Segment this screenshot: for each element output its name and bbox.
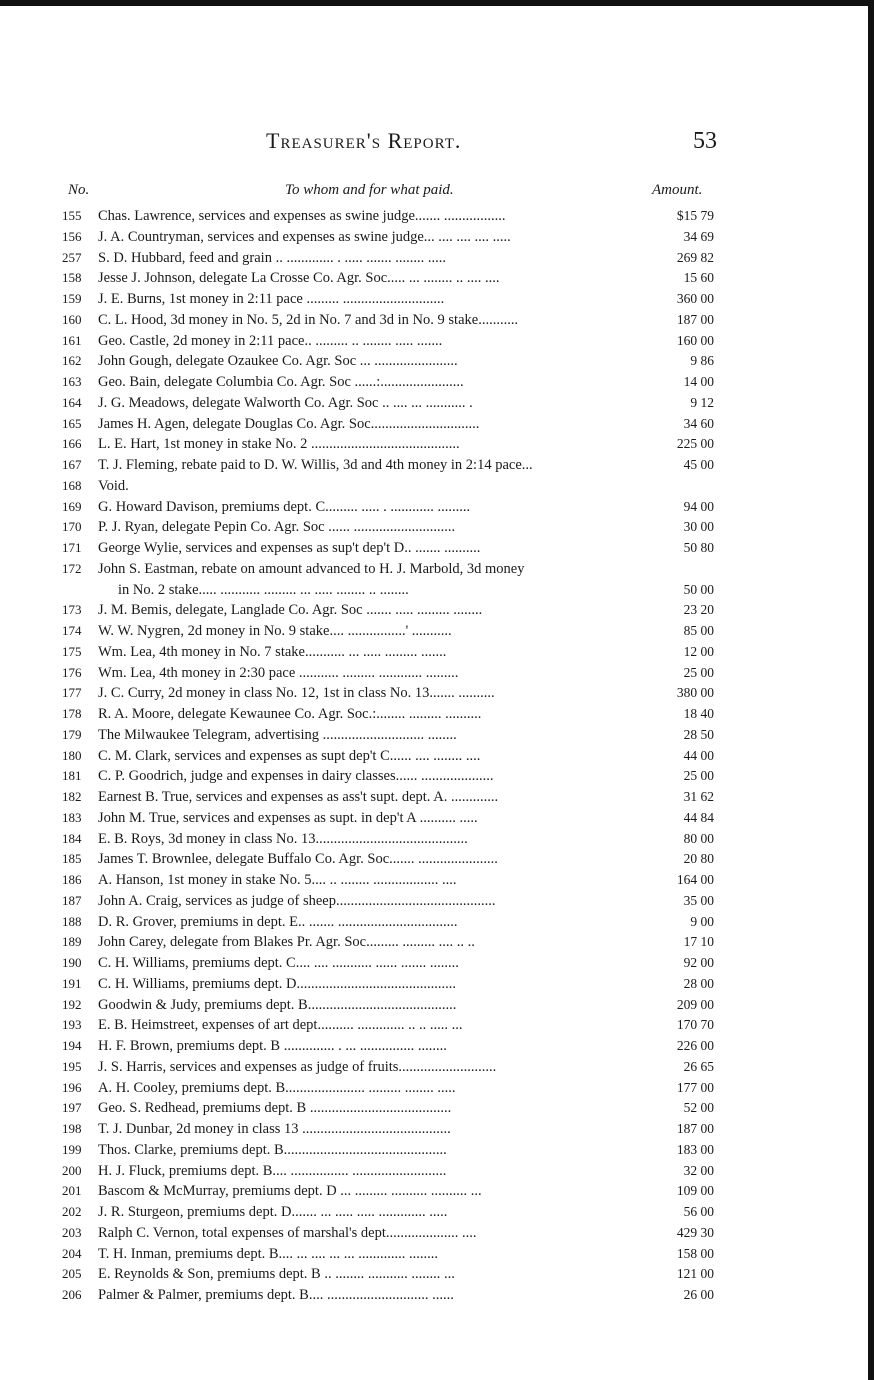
- entry-number: 200: [62, 1162, 82, 1178]
- entry-description: [98, 849, 682, 870]
- entry-description-line: Geo. S. Redhead, premiums dept. B .......................................: [98, 1100, 452, 1117]
- entry-description-line: D. R. Grover, premiums in dept. E.. ....... .................................: [98, 913, 458, 930]
- ledger-row: [62, 1078, 732, 1099]
- entry-number: 160: [62, 311, 82, 327]
- entry-amount: 50 80: [683, 540, 714, 555]
- entry-description-line: C. M. Clark, services and expenses as supt dep't C...... .... ........ ....: [98, 747, 481, 764]
- entry-description: [98, 1264, 682, 1285]
- entry-description-line: John Gough, delegate Ozaukee Co. Agr. Soc ... .......................: [98, 353, 458, 370]
- entry-number: 198: [62, 1121, 82, 1136]
- entry-number: 186: [62, 872, 82, 887]
- ledger-row: [62, 476, 732, 497]
- entry-number: 171: [62, 540, 82, 555]
- entry-amount: 85 00: [683, 623, 714, 638]
- entry-description: [98, 995, 682, 1016]
- entry-description: [98, 434, 682, 455]
- entry-number: 176: [62, 664, 82, 680]
- entry-description: [98, 455, 682, 476]
- ledger-row: [62, 559, 732, 601]
- entry-description: [98, 808, 682, 829]
- ledger-row: [62, 434, 732, 455]
- entry-number: 204: [62, 1245, 82, 1261]
- entry-description-line: A. H. Cooley, premiums dept. B...................... ......... ........ .....: [98, 1079, 456, 1096]
- entry-description: [98, 331, 682, 352]
- ledger-row: [62, 1015, 732, 1036]
- entry-description: [98, 1285, 682, 1306]
- ledger-row: [62, 206, 732, 227]
- entry-amount: 28 50: [683, 726, 714, 742]
- entry-description: [98, 310, 682, 331]
- entry-amount: 56 00: [683, 1204, 714, 1219]
- entry-description-line: John Carey, delegate from Blakes Pr. Agr. Soc......... ......... .... .. ..: [98, 934, 475, 951]
- ledger-row: [62, 1264, 732, 1285]
- ledger-row: [62, 766, 732, 787]
- entry-description-line: Geo. Bain, delegate Columbia Co. Agr. Soc ......:.......................: [98, 374, 464, 390]
- entry-description-line: John S. Eastman, rebate on amount advanced to H. J. Marbold, 3d money: [98, 560, 525, 577]
- entry-number: 184: [62, 830, 82, 846]
- entry-amount: 164 00: [676, 872, 714, 887]
- entry-number: 175: [62, 643, 82, 659]
- entry-description-line: E. Reynolds & Son, premiums dept. B .. ........ ........... ........ ...: [98, 1266, 455, 1283]
- entry-description: [98, 663, 682, 684]
- entry-amount: 17 10: [683, 934, 714, 950]
- entry-number: 163: [62, 374, 82, 389]
- ledger-row: [62, 849, 732, 870]
- entry-amount: 15 60: [683, 270, 714, 286]
- entry-description-line: Earnest B. True, services and expenses as ass't supt. dept. A. .............: [98, 789, 499, 805]
- entry-amount: 25 00: [683, 664, 714, 680]
- entry-amount: 12 00: [683, 643, 714, 659]
- ledger-row: [62, 974, 732, 995]
- ledger-row: [62, 995, 732, 1016]
- entry-number: 205: [62, 1266, 82, 1282]
- entry-description: [98, 725, 682, 746]
- entry-number: 155: [62, 208, 82, 223]
- entry-description-line: W. W. Nygren, 2d money in No. 9 stake.... ................' ...........: [98, 623, 452, 639]
- entry-amount: 26 65: [683, 1058, 714, 1074]
- ledger-row: [62, 1140, 732, 1161]
- entry-description: [98, 268, 682, 289]
- ledger-row: [62, 248, 732, 269]
- entry-description-line: G. Howard Davison, premiums dept. C......... ..... . ............ .........: [98, 498, 471, 515]
- entry-number: 203: [62, 1224, 82, 1240]
- entry-amount: 26 00: [683, 1287, 714, 1302]
- entry-description-line: C. L. Hood, 3d money in No. 5, 2d in No. 7 and 3d in No. 9 stake...........: [98, 311, 519, 328]
- entry-number: 172: [62, 560, 82, 576]
- entry-description: [98, 1119, 682, 1140]
- ledger-row: [62, 1098, 732, 1119]
- entry-number: 158: [62, 270, 82, 286]
- entry-number: 201: [62, 1183, 82, 1199]
- entry-number: 206: [62, 1287, 82, 1302]
- entry-description-line: Void.: [98, 477, 129, 494]
- ledger-row: [62, 414, 732, 435]
- entry-description: [98, 1244, 682, 1265]
- entry-amount: 226 00: [676, 1038, 714, 1053]
- entry-amount: 50 00: [683, 581, 714, 597]
- entry-number: 257: [62, 249, 82, 265]
- entry-number: 165: [62, 415, 82, 431]
- entry-description: [98, 1202, 682, 1223]
- entry-description-line: Wm. Lea, 4th money in No. 7 stake........... ... ..... ......... .......: [98, 643, 447, 660]
- entry-description: [98, 1078, 682, 1099]
- entry-description: [98, 600, 682, 621]
- entry-amount: 209 00: [676, 996, 714, 1012]
- entry-description: [98, 642, 682, 663]
- entry-amount: 94 00: [683, 498, 714, 514]
- entry-description-line: J. E. Burns, 1st money in 2:11 pace ......... ............................: [98, 291, 445, 307]
- entries-list: [62, 206, 732, 1306]
- entry-number: 181: [62, 768, 82, 784]
- entry-description: [98, 766, 682, 787]
- entry-number: 178: [62, 706, 82, 721]
- entry-number: 168: [62, 477, 82, 493]
- entry-amount: 31 62: [683, 789, 714, 804]
- entry-description-line: C. H. Williams, premiums dept. C.... .... ........... ...... ....... ........: [98, 955, 459, 971]
- entry-description-line: Wm. Lea, 4th money in 2:30 pace ........... ......... ............ .........: [98, 664, 459, 681]
- entry-number: 167: [62, 457, 82, 472]
- ledger-row: [62, 932, 732, 953]
- ledger-row: [62, 1161, 732, 1182]
- ledger-row: [62, 912, 732, 933]
- entry-description-line: J. A. Countryman, services and expenses as swine judge... .... .... .... .....: [98, 228, 511, 245]
- entry-description: [98, 289, 682, 310]
- entry-description-line: Chas. Lawrence, services and expenses as swine judge....... .................: [98, 208, 506, 224]
- ledger-row: [62, 1223, 732, 1244]
- entry-amount: 158 00: [676, 1245, 714, 1261]
- entry-description: [98, 538, 682, 559]
- entry-number: 161: [62, 332, 82, 348]
- entry-number: 199: [62, 1141, 82, 1157]
- entry-amount: $15 79: [676, 208, 714, 223]
- entry-description-line: James T. Brownlee, delegate Buffalo Co. Agr. Soc....... ......................: [98, 851, 498, 868]
- entry-number: 177: [62, 685, 82, 701]
- ledger-row: [62, 870, 732, 891]
- entry-description: [98, 787, 682, 808]
- entry-description: [98, 393, 682, 414]
- entry-description-line: S. D. Hubbard, feed and grain .. ............. . ..... ....... ........ .....: [98, 249, 446, 266]
- entry-description-line: T. J. Fleming, rebate paid to D. W. Willis, 3d and 4th money in 2:14 pace...: [98, 457, 533, 473]
- entry-number: 173: [62, 602, 82, 618]
- ledger-row: [62, 1057, 732, 1078]
- entry-description: [98, 953, 682, 974]
- ledger-row: [62, 1181, 732, 1202]
- ledger-row: [62, 600, 732, 621]
- entry-description-line: E. B. Roys, 3d money in class No. 13..........................................: [98, 830, 468, 847]
- entry-description-line: Ralph C. Vernon, total expenses of marshal's dept.................... ....: [98, 1224, 477, 1241]
- entry-description: [98, 870, 682, 891]
- entry-description: [98, 704, 682, 725]
- entry-description-line: P. J. Ryan, delegate Pepin Co. Agr. Soc ...... ............................: [98, 519, 456, 536]
- entry-number: 193: [62, 1017, 82, 1033]
- entry-amount: 23 20: [683, 602, 714, 618]
- entry-number: 183: [62, 809, 82, 825]
- entry-description: [98, 372, 682, 393]
- entry-number: 162: [62, 353, 82, 369]
- entry-amount: 92 00: [683, 955, 714, 970]
- ledger-row: [62, 621, 732, 642]
- entry-amount: 380 00: [676, 685, 714, 701]
- ledger-row: [62, 953, 732, 974]
- entry-amount: 44 00: [683, 747, 714, 763]
- page-header: [0, 128, 874, 162]
- entry-amount: 30 00: [683, 519, 714, 535]
- entry-amount: 28 00: [683, 975, 714, 991]
- entry-description-continuation: in No. 2 stake..... ........... ......... ... ..... ........ .. ........: [118, 581, 409, 598]
- entry-number: 182: [62, 789, 82, 804]
- entry-amount: 34 60: [683, 415, 714, 431]
- entry-amount: 20 80: [683, 851, 714, 867]
- entry-description: [98, 891, 682, 912]
- entry-amount: 9 00: [690, 913, 714, 929]
- entry-number: 185: [62, 851, 82, 867]
- entry-amount: 187 00: [676, 1121, 714, 1136]
- entry-number: 194: [62, 1038, 82, 1053]
- ledger-row: [62, 227, 732, 248]
- ledger-row: [62, 1285, 732, 1306]
- entry-amount: 52 00: [683, 1100, 714, 1116]
- entry-description: [98, 974, 682, 995]
- entry-description-line: T. J. Dunbar, 2d money in class 13 .........................................: [98, 1121, 451, 1137]
- entry-description-line: James H. Agen, delegate Douglas Co. Agr. Soc..............................: [98, 415, 480, 432]
- ledger-row: [62, 497, 732, 518]
- entry-description-line: Palmer & Palmer, premiums dept. B.... ............................ ......: [98, 1287, 454, 1303]
- entry-description: [98, 912, 682, 933]
- ledger-row: [62, 1119, 732, 1140]
- entry-description-line: George Wylie, services and expenses as sup't dep't D.. ....... ..........: [98, 540, 481, 556]
- column-header-no: No.: [68, 182, 90, 198]
- ledger-row: [62, 725, 732, 746]
- ledger-row: [62, 289, 732, 310]
- entry-number: 196: [62, 1079, 82, 1095]
- ledger-row: [62, 787, 732, 808]
- ledger-row: [62, 517, 732, 538]
- entry-description-line: A. Hanson, 1st money in stake No. 5.... .. ........ .................. ....: [98, 872, 457, 888]
- entry-number: 170: [62, 519, 82, 535]
- entry-number: 197: [62, 1100, 82, 1116]
- entry-description-line: J. C. Curry, 2d money in class No. 12, 1st in class No. 13....... ..........: [98, 685, 495, 702]
- entry-amount: 35 00: [683, 892, 714, 908]
- entry-description-line: J. M. Bemis, delegate, Langlade Co. Agr. Soc ....... ..... ......... ........: [98, 602, 483, 619]
- entry-amount: 14 00: [683, 374, 714, 389]
- entry-description: [98, 621, 682, 642]
- entry-amount: 32 00: [683, 1162, 714, 1178]
- entry-description-line: J. R. Sturgeon, premiums dept. D....... ... ..... ..... ............. .....: [98, 1204, 448, 1220]
- entry-amount: 80 00: [683, 830, 714, 846]
- entry-amount: 225 00: [676, 436, 714, 452]
- ledger-row: [62, 351, 732, 372]
- entry-description: [98, 1015, 682, 1036]
- entry-number: 188: [62, 913, 82, 929]
- entry-amount: 429 30: [676, 1224, 714, 1240]
- entry-description: [98, 248, 682, 269]
- entry-description: [98, 559, 682, 601]
- entry-number: 174: [62, 623, 82, 638]
- ledger-row: [62, 455, 732, 476]
- entry-amount: 44 84: [683, 809, 714, 825]
- ledger-row: [62, 829, 732, 850]
- entry-description: [98, 1057, 682, 1078]
- entry-description-line: John A. Craig, services as judge of sheep............................................: [98, 892, 496, 909]
- entry-amount: 18 40: [683, 706, 714, 721]
- entry-description-line: Geo. Castle, 2d money in 2:11 pace.. ......... .. ........ ..... .......: [98, 332, 443, 349]
- entry-description-line: C. P. Goodrich, judge and expenses in dairy classes...... ....................: [98, 768, 494, 785]
- entry-number: 156: [62, 228, 82, 244]
- entry-description-line: J. G. Meadows, delegate Walworth Co. Agr. Soc .. .... ... ........... .: [98, 394, 473, 411]
- ledger-row: [62, 683, 732, 704]
- entry-description: [98, 746, 682, 767]
- ledger-row: [62, 663, 732, 684]
- ledger-row: [62, 704, 732, 725]
- entry-number: 191: [62, 975, 82, 991]
- entry-description-line: John M. True, services and expenses as supt. in dep't A .......... .....: [98, 809, 478, 826]
- entry-amount: 160 00: [676, 332, 714, 348]
- ledger-row: [62, 1036, 732, 1057]
- entry-description-line: T. H. Inman, premiums dept. B.... ... .... ... ... ............. ........: [98, 1245, 439, 1262]
- entry-number: 169: [62, 498, 82, 514]
- entry-amount: 269 82: [676, 249, 714, 265]
- entry-description-line: Bascom & McMurray, premiums dept. D ... ......... .......... .......... ...: [98, 1183, 482, 1200]
- ledger-row: [62, 891, 732, 912]
- entry-amount: 187 00: [676, 311, 714, 327]
- ledger-row: [62, 642, 732, 663]
- entry-amount: 170 70: [676, 1017, 714, 1033]
- entry-description: [98, 1161, 682, 1182]
- entry-description-line: Jesse J. Johnson, delegate La Crosse Co. Agr. Soc..... ... ........ .. .... ....: [98, 270, 500, 287]
- entry-amount: 109 00: [676, 1183, 714, 1199]
- entry-number: 187: [62, 892, 82, 908]
- entry-description: [98, 1223, 682, 1244]
- page-title: Treasurer's Report.: [266, 128, 462, 153]
- entry-number: 190: [62, 955, 82, 970]
- ledger-row: [62, 1244, 732, 1265]
- entry-description: [98, 829, 682, 850]
- entry-number: 179: [62, 726, 82, 742]
- entry-description-line: L. E. Hart, 1st money in stake No. 2 .........................................: [98, 436, 460, 453]
- entry-description: [98, 932, 682, 953]
- ledger-row: [62, 331, 732, 352]
- ledger-row: [62, 1202, 732, 1223]
- entry-amount: 34 69: [683, 228, 714, 244]
- entry-amount: 360 00: [676, 291, 714, 306]
- entry-number: 159: [62, 291, 82, 306]
- entry-amount: 183 00: [676, 1141, 714, 1157]
- ledger-row: [62, 393, 732, 414]
- entry-description-line: R. A. Moore, delegate Kewaunee Co. Agr. Soc.:........ ......... ..........: [98, 706, 482, 722]
- entry-description: [98, 414, 682, 435]
- entry-description: [98, 1181, 682, 1202]
- entry-number: 195: [62, 1058, 82, 1074]
- entry-description: [98, 497, 682, 518]
- entry-description: [98, 206, 682, 227]
- entry-description: [98, 1140, 682, 1161]
- entry-number: 166: [62, 436, 82, 452]
- entry-description-line: The Milwaukee Telegram, advertising ............................ ........: [98, 726, 457, 743]
- entry-description-line: C. H. Williams, premiums dept. D............................................: [98, 975, 457, 992]
- entry-amount: 45 00: [683, 457, 714, 472]
- entry-number: 192: [62, 996, 82, 1012]
- top-border: [0, 0, 874, 6]
- column-header-amount: Amount.: [652, 182, 703, 198]
- entry-description: [98, 227, 682, 248]
- ledger-row: [62, 372, 732, 393]
- entry-number: 189: [62, 934, 82, 950]
- entry-description-line: J. S. Harris, services and expenses as judge of fruits...........................: [98, 1058, 497, 1075]
- entry-description-line: E. B. Heimstreet, expenses of art dept.......... ............. .. .. ..... ...: [98, 1017, 463, 1034]
- entry-description: [98, 517, 682, 538]
- ledger-row: [62, 310, 732, 331]
- right-border: [868, 0, 874, 1380]
- ledger-row: [62, 538, 732, 559]
- entry-amount: 9 12: [690, 394, 714, 410]
- entry-description-line: H. J. Fluck, premiums dept. B.... ................ ..........................: [98, 1162, 447, 1179]
- page-number: 53: [693, 128, 717, 154]
- entry-description: [98, 1036, 682, 1057]
- entry-description: [98, 351, 682, 372]
- entry-amount: 121 00: [676, 1266, 714, 1282]
- entry-description: [98, 476, 682, 497]
- ledger-row: [62, 808, 732, 829]
- entry-number: 180: [62, 747, 82, 763]
- entry-description-line: H. F. Brown, premiums dept. B .............. . ... ............... ........: [98, 1038, 447, 1054]
- entry-description-line: Goodwin & Judy, premiums dept. B.........................................: [98, 996, 457, 1013]
- entry-number: 164: [62, 394, 82, 410]
- column-header-description: To whom and for what paid.: [285, 182, 454, 198]
- entry-amount: 177 00: [676, 1079, 714, 1095]
- ledger-row: [62, 746, 732, 767]
- entry-amount: 25 00: [683, 768, 714, 784]
- entry-description: [98, 1098, 682, 1119]
- entry-amount: 9 86: [690, 353, 714, 369]
- ledger-row: [62, 268, 732, 289]
- entry-description: [98, 683, 682, 704]
- entry-number: 202: [62, 1204, 82, 1219]
- entry-description-line: Thos. Clarke, premiums dept. B.............................................: [98, 1141, 447, 1158]
